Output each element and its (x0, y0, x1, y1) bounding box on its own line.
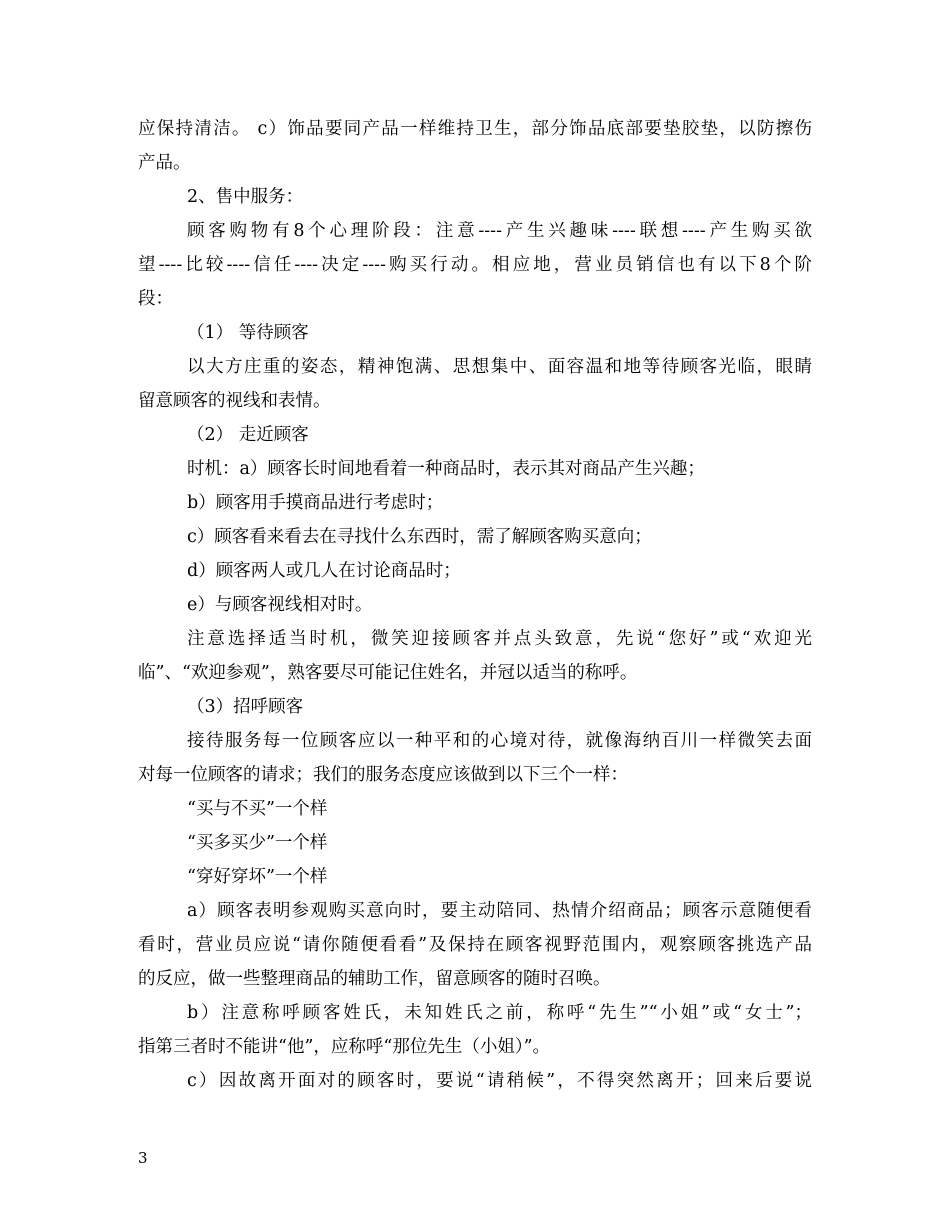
text-line-28: 指第三者时不能讲“他”，应称呼“那位先生（小姐）”。 (138, 1037, 551, 1057)
text-line-5: 望----比较----信任----决定----购买行动。相应地，营业员销信也有以下8个阶 (138, 255, 812, 275)
text-line-6: 段： (138, 289, 173, 309)
text-line-8: 以大方庄重的姿态，精神饱满、思想集中、面容温和地等待顾客光临，眼睛 (187, 357, 812, 377)
text-line-11: 时机：a）顾客长时间地看着一种商品时，表示其对商品产生兴趣； (187, 459, 705, 479)
text-line-9: 留意顾客的视线和表情。 (138, 391, 331, 411)
text-line-2: 产品。 (138, 153, 191, 173)
text-line-15: e）与顾客视线相对时。 (187, 595, 373, 615)
text-line-13: c）顾客看来看去在寻找什么东西时，需了解顾客购买意向； (187, 527, 652, 547)
text-line-25: 看时，营业员应说“请你随便看看”及保持在顾客视野范围内，观察顾客挑选产品 (138, 935, 812, 955)
text-line-14: d）顾客两人或几人在讨论商品时； (187, 561, 461, 581)
page-number: 3 (138, 1149, 148, 1167)
slogan-line-2: “买多买少”一个样 (187, 833, 328, 853)
text-line-27: b）注意称呼顾客姓氏，未知姓氏之前，称呼“先生”“小姐”或“女士”； (187, 1003, 812, 1023)
section-heading-sale-service: 2、售中服务： (187, 187, 304, 207)
subheading-wait-customer: （1） 等待顾客 (187, 323, 309, 343)
slogan-line-3: “穿好穿坏”一个样 (187, 867, 328, 887)
text-line-4: 顾客购物有8个心理阶段：注意----产生兴趣味----联想----产生购买欲 (187, 221, 812, 241)
subheading-approach-customer: （2） 走近顾客 (187, 425, 309, 445)
text-line-19: 接待服务每一位顾客应以一种平和的心境对待，就像海纳百川一样微笑去面 (187, 731, 812, 751)
subheading-greet-customer: （3）招呼顾客 (187, 697, 304, 717)
text-line-26: 的反应，做一些整理商品的辅助工作，留意顾客的随时召唤。 (138, 969, 611, 989)
text-line-16: 注意选择适当时机，微笑迎接顾客并点头致意，先说“您好”或“欢迎光 (187, 629, 812, 649)
text-line-1: 应保持清洁。 c）饰品要同产品一样维持卫生，部分饰品底部要垫胶垫，以防擦伤 (138, 119, 812, 139)
text-line-20: 对每一位顾客的请求；我们的服务态度应该做到以下三个一样： (138, 765, 628, 785)
slogan-line-1: “买与不买”一个样 (187, 799, 328, 819)
text-line-24: a）顾客表明参观购买意向时，要主动陪同、热情介绍商品；顾客示意随便看 (187, 901, 812, 921)
text-line-12: b）顾客用手摸商品进行考虑时； (187, 493, 444, 513)
text-line-29: c）因故离开面对的顾客时，要说“请稍候”，不得突然离开；回来后要说 (187, 1071, 812, 1091)
text-line-17: 临”、“欢迎参观”，熟客要尽可能记住姓名，并冠以适当的称呼。 (138, 663, 638, 683)
